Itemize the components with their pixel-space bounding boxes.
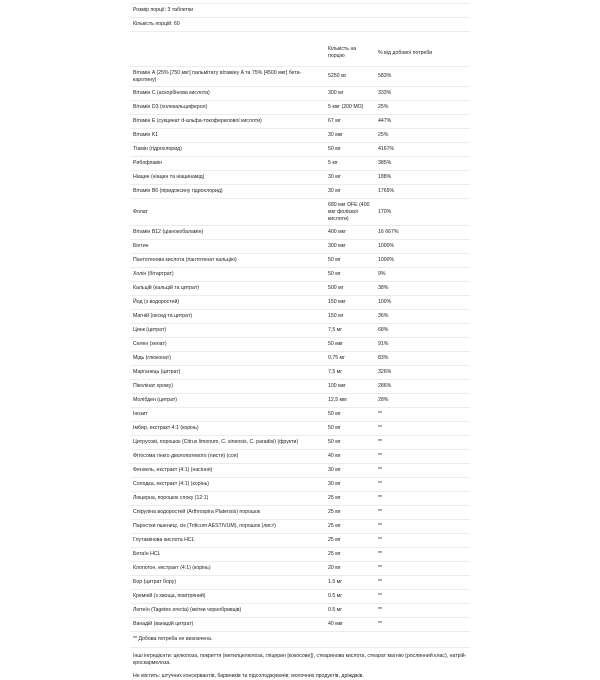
ingredient-name: Інозит bbox=[130, 408, 325, 422]
daily-value: ** bbox=[375, 492, 470, 506]
table-row bbox=[130, 338, 470, 352]
amount-per-serving: 50 мг bbox=[325, 436, 375, 450]
daily-value: ** bbox=[375, 576, 470, 590]
daily-value: 583% bbox=[375, 67, 470, 87]
amount-per-serving: 400 мкг bbox=[325, 226, 375, 240]
table-row bbox=[130, 87, 470, 101]
amount-per-serving: 40 мкг bbox=[325, 618, 375, 632]
servings-count: Кількість порцій: 60 bbox=[130, 18, 470, 32]
amount-per-serving: 30 мг bbox=[325, 464, 375, 478]
table-row bbox=[130, 352, 470, 366]
amount-per-serving: 30 мкг bbox=[325, 129, 375, 143]
table-row bbox=[130, 562, 470, 576]
amount-per-serving: 5 мг bbox=[325, 157, 375, 171]
table-row bbox=[130, 171, 470, 185]
table-row bbox=[130, 436, 470, 450]
header-amount: Кількість на порцію bbox=[325, 32, 375, 67]
daily-value: ** bbox=[375, 436, 470, 450]
other-ingredients: Інші інгредієнти: целюлоза, покриття (метилцелюлоза, гліцерин [кокосове]), стеаринова кислота, стеарат магнію (рослинний клас), натрій-кроскармелоза. bbox=[133, 652, 467, 666]
table-row bbox=[130, 185, 470, 199]
daily-value: ** bbox=[375, 548, 470, 562]
amount-per-serving: 5250 мг bbox=[325, 67, 375, 87]
amount-per-serving: 30 мг bbox=[325, 171, 375, 185]
daily-value: 286% bbox=[375, 380, 470, 394]
amount-per-serving: 20 мг bbox=[325, 562, 375, 576]
ingredient-name: Молібден (цитрат) bbox=[130, 394, 325, 408]
ingredient-name: Магній (оксид та цитрат) bbox=[130, 310, 325, 324]
table-row bbox=[130, 492, 470, 506]
table-body bbox=[130, 67, 470, 632]
daily-value: 326% bbox=[375, 366, 470, 380]
daily-value: 385% bbox=[375, 157, 470, 171]
amount-per-serving: 1.5 мг bbox=[325, 576, 375, 590]
amount-per-serving: 100 мкг bbox=[325, 380, 375, 394]
table-row bbox=[130, 534, 470, 548]
ingredient-name: Пантотенова кислота (пантотенат кальцію) bbox=[130, 254, 325, 268]
amount-per-serving: 5 мкг (200 МО) bbox=[325, 101, 375, 115]
table-row bbox=[130, 506, 470, 520]
table-row bbox=[130, 576, 470, 590]
table-row bbox=[130, 199, 470, 226]
daily-value: 447% bbox=[375, 115, 470, 129]
amount-per-serving: 50 мг bbox=[325, 422, 375, 436]
amount-per-serving: 50 мг bbox=[325, 143, 375, 157]
daily-value: ** bbox=[375, 506, 470, 520]
table-row bbox=[130, 450, 470, 464]
daily-value: 9% bbox=[375, 268, 470, 282]
daily-value: 28% bbox=[375, 394, 470, 408]
ingredient-name: Ванадій (ванадій цитрат) bbox=[130, 618, 325, 632]
table-row bbox=[130, 67, 470, 87]
amount-per-serving: 25 мг bbox=[325, 492, 375, 506]
ingredient-name: Фенхель, екстракт (4:1) (насіння) bbox=[130, 464, 325, 478]
daily-value: ** bbox=[375, 562, 470, 576]
daily-value: 91% bbox=[375, 338, 470, 352]
table-row bbox=[130, 143, 470, 157]
daily-value: 68% bbox=[375, 324, 470, 338]
daily-value: ** bbox=[375, 534, 470, 548]
ingredient-name: Кремній (з хвоща, повітряний) bbox=[130, 590, 325, 604]
table-row bbox=[130, 324, 470, 338]
amount-per-serving: 7,5 мг bbox=[325, 366, 375, 380]
daily-value: ** bbox=[375, 464, 470, 478]
table-row bbox=[130, 282, 470, 296]
daily-value: 4167% bbox=[375, 143, 470, 157]
table-row bbox=[130, 240, 470, 254]
daily-value: ** bbox=[375, 604, 470, 618]
amount-per-serving: 0,75 мг bbox=[325, 352, 375, 366]
table-row bbox=[130, 604, 470, 618]
daily-value: 1000% bbox=[375, 240, 470, 254]
table-row bbox=[130, 520, 470, 534]
ingredient-name: Вітамін B12 (ціанокобаламін) bbox=[130, 226, 325, 240]
amount-per-serving: 7,5 мг bbox=[325, 324, 375, 338]
amount-per-serving: 0.5 мг bbox=[325, 604, 375, 618]
ingredient-name: Фітосома гінкго дволопатевого (листя) (соя) bbox=[130, 450, 325, 464]
daily-value: 1000% bbox=[375, 254, 470, 268]
ingredient-name: Бор (цитрат бору) bbox=[130, 576, 325, 590]
table-row bbox=[130, 115, 470, 129]
ingredient-name: Спіруліна водоростей (Arthrospira Platensis) порошок bbox=[130, 506, 325, 520]
table-row bbox=[130, 157, 470, 171]
daily-value: 83% bbox=[375, 352, 470, 366]
ingredient-name: Солодка, екстракт (4:1) (корінь) bbox=[130, 478, 325, 492]
ingredient-name: Рибофлавін bbox=[130, 157, 325, 171]
daily-value: 36% bbox=[375, 310, 470, 324]
ingredient-name: Лютеїн (Tagetes erecta) (квітки чорнобривців) bbox=[130, 604, 325, 618]
amount-per-serving: 300 мг bbox=[325, 87, 375, 101]
amount-per-serving: 67 мг bbox=[325, 115, 375, 129]
ingredient-name: Вітамін K1 bbox=[130, 129, 325, 143]
amount-per-serving: 12,5 мкг bbox=[325, 394, 375, 408]
daily-value: 188% bbox=[375, 171, 470, 185]
table-row bbox=[130, 478, 470, 492]
ingredient-name: Йод (з водоростей) bbox=[130, 296, 325, 310]
header-ingredient bbox=[130, 32, 325, 67]
table-row bbox=[130, 129, 470, 143]
ingredient-name: Вітамін A (25% [750 мкг] пальмітату вітаміну A та 75% [4500 мкг] бета-каротину) bbox=[130, 67, 325, 87]
table-row bbox=[130, 464, 470, 478]
ingredient-name: Вітамін B6 (піридоксину гідрохлорид) bbox=[130, 185, 325, 199]
table-row bbox=[130, 618, 470, 632]
ingredient-name: Цинк (цитрат) bbox=[130, 324, 325, 338]
daily-value: ** bbox=[375, 618, 470, 632]
free-from: Не містить: штучних консервантів, барвників та підсолоджувачів; молочних продуктів, дріжджів. bbox=[133, 673, 364, 680]
amount-per-serving: 50 мг bbox=[325, 268, 375, 282]
ingredient-name: Паростки пшениці, сік (Triticum AESTIVUM), порошок (лист) bbox=[130, 520, 325, 534]
ingredient-name: Піколінат хрому) bbox=[130, 380, 325, 394]
daily-value: 1765% bbox=[375, 185, 470, 199]
ingredient-name: Селен (хелат) bbox=[130, 338, 325, 352]
amount-per-serving: 300 мкг bbox=[325, 240, 375, 254]
daily-value: ** bbox=[375, 590, 470, 604]
ingredient-name: Люцерна, порошок слоку (12:1) bbox=[130, 492, 325, 506]
footnote: ** Добова потреба не визначена. bbox=[130, 632, 470, 648]
ingredient-name: Вітамін C (аскорбінова кислота) bbox=[130, 87, 325, 101]
ingredient-name: Кальцій (кальцій та цитрат) bbox=[130, 282, 325, 296]
amount-per-serving: 50 мкг bbox=[325, 338, 375, 352]
daily-value: 25% bbox=[375, 101, 470, 115]
ingredient-name: Ніацин (ніацин та ніацинамід) bbox=[130, 171, 325, 185]
amount-per-serving: 150 мкг bbox=[325, 296, 375, 310]
ingredient-name: Цитрусові, порошок (Citrus limonum, C. sinensis, C. paradisi) (фрукти) bbox=[130, 436, 325, 450]
ingredient-name: Імбир, екстракт 4:1 (корінь) bbox=[130, 422, 325, 436]
nutrition-table bbox=[130, 32, 470, 632]
amount-per-serving: 25 мг bbox=[325, 534, 375, 548]
daily-value: ** bbox=[375, 478, 470, 492]
daily-value: ** bbox=[375, 450, 470, 464]
amount-per-serving: 30 мг bbox=[325, 185, 375, 199]
amount-per-serving: 30 мг bbox=[325, 478, 375, 492]
table-row bbox=[130, 590, 470, 604]
ingredient-name: Фолат bbox=[130, 199, 325, 226]
daily-value: 16 667% bbox=[375, 226, 470, 240]
table-row bbox=[130, 101, 470, 115]
amount-per-serving: 25 мг bbox=[325, 548, 375, 562]
table-row bbox=[130, 380, 470, 394]
daily-value: 100% bbox=[375, 296, 470, 310]
daily-value: ** bbox=[375, 408, 470, 422]
ingredient-name: Мідь (глюконат) bbox=[130, 352, 325, 366]
amount-per-serving: 50 мг bbox=[325, 254, 375, 268]
daily-value: ** bbox=[375, 422, 470, 436]
ingredient-name: Марганець (цитрат) bbox=[130, 366, 325, 380]
amount-per-serving: 40 мг bbox=[325, 450, 375, 464]
table-row bbox=[130, 226, 470, 240]
serving-size: Розмір порції: 3 таблетки bbox=[130, 4, 470, 18]
daily-value: 38% bbox=[375, 282, 470, 296]
ingredient-name: Глутамінова кислота HCL bbox=[130, 534, 325, 548]
amount-per-serving: 25 мг bbox=[325, 520, 375, 534]
table-row bbox=[130, 422, 470, 436]
amount-per-serving: 50 мг bbox=[325, 408, 375, 422]
table-row bbox=[130, 366, 470, 380]
daily-value: 25% bbox=[375, 129, 470, 143]
header-daily-value: % від добової потреби bbox=[375, 32, 470, 67]
table-row bbox=[130, 548, 470, 562]
ingredient-name: Холін (бітартрат) bbox=[130, 268, 325, 282]
amount-per-serving: 680 мкг DFE (400 мкг фолієвої кислоти) bbox=[325, 199, 375, 226]
table-row bbox=[130, 268, 470, 282]
amount-per-serving: 25 мг bbox=[325, 506, 375, 520]
daily-value: ** bbox=[375, 520, 470, 534]
table-row bbox=[130, 254, 470, 268]
ingredient-name: Клопогон, екстракт (4:1) (корінь) bbox=[130, 562, 325, 576]
ingredient-name: Вітамін E (сукцинат d-альфа-токоферилової кислоти) bbox=[130, 115, 325, 129]
ingredient-name: Вітамін D3 (холекальциферол) bbox=[130, 101, 325, 115]
table-row bbox=[130, 394, 470, 408]
amount-per-serving: 500 мг bbox=[325, 282, 375, 296]
ingredient-name: Тіамін (гідрохлорид) bbox=[130, 143, 325, 157]
ingredient-name: Бетаїн HCL bbox=[130, 548, 325, 562]
table-row bbox=[130, 408, 470, 422]
amount-per-serving: 0.5 мг bbox=[325, 590, 375, 604]
table-row bbox=[130, 310, 470, 324]
daily-value: 170% bbox=[375, 199, 470, 226]
supplement-facts bbox=[130, 0, 470, 680]
ingredient-name: Біотин bbox=[130, 240, 325, 254]
daily-value: 333% bbox=[375, 87, 470, 101]
amount-per-serving: 150 мг bbox=[325, 310, 375, 324]
table-row bbox=[130, 296, 470, 310]
table-header bbox=[130, 32, 470, 67]
